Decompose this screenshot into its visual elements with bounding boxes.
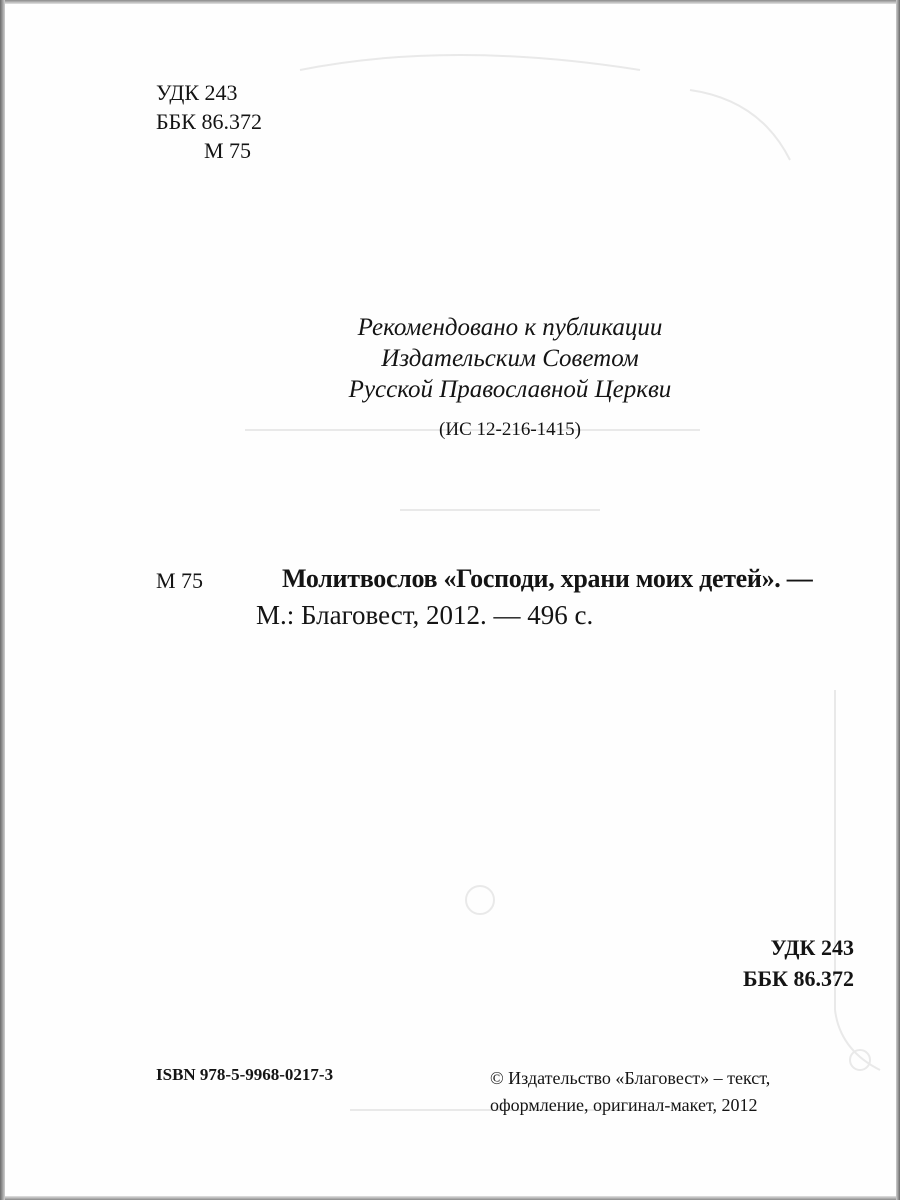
council-code: (ИС 12-216-1415) [439, 419, 581, 440]
isbn-number: ISBN 978-5-9968-0217-3 [156, 1065, 334, 1084]
page-edge-top [0, 0, 900, 4]
approval-line-2: Издательским Советом [381, 345, 639, 372]
page-edge-right [896, 0, 900, 1200]
author-mark: М 75 [204, 138, 252, 163]
udk-code: УДК 243 [156, 80, 238, 105]
classification-codes-bottom [743, 932, 854, 994]
copyright-notice [490, 1065, 820, 1119]
copyright-line-2: оформление, оригинал-макет, 2012 [490, 1095, 758, 1115]
bbk-code: ББК 86.372 [156, 109, 262, 134]
publication-approval [250, 312, 770, 445]
bibliographic-author-mark: М 75 [156, 568, 204, 593]
book-title: Молитвослов «Господи, храни моих детей». — [282, 564, 813, 593]
publication-imprint: М.: Благовест, 2012. — 496 с. [256, 600, 594, 630]
classification-codes-top [156, 78, 262, 165]
page-edge-left [0, 0, 5, 1200]
udk-code-bold: УДК 243 [770, 935, 854, 960]
page-edge-bottom [0, 1196, 900, 1200]
bbk-code-bold: ББК 86.372 [742, 966, 854, 991]
copyright-line-1: © Издательство «Благовест» – текст, [490, 1068, 771, 1088]
approval-line-3: Русской Православной Церкви [348, 376, 672, 403]
approval-line-1: Рекомендовано к публикации [357, 314, 663, 341]
